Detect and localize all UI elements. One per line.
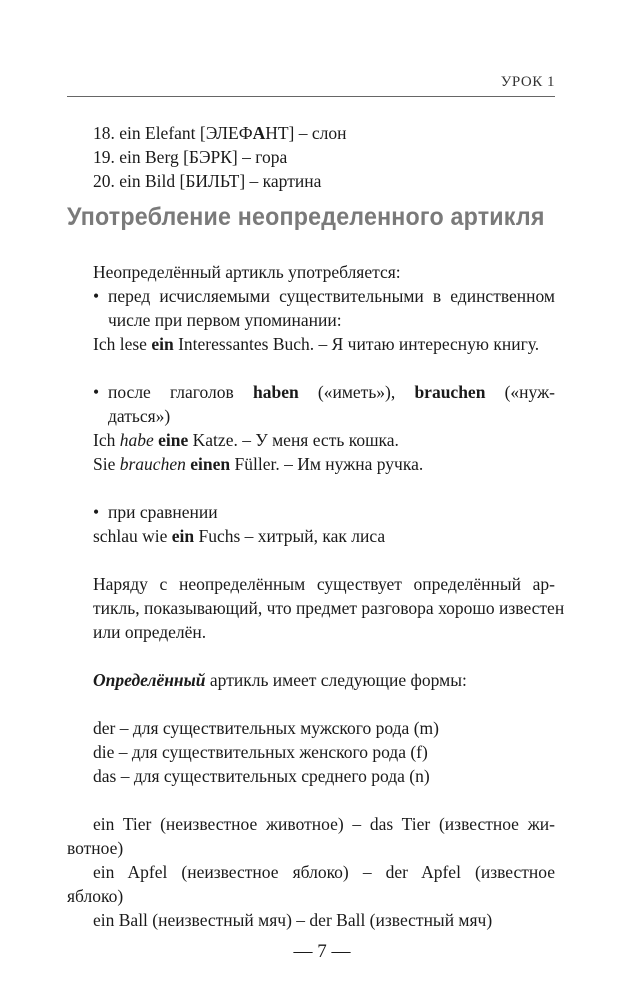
- bullet-1: • перед исчисляемыми существительными в единственном: [93, 286, 555, 306]
- article-form: die – для существительных женского рода (f): [93, 742, 428, 762]
- bullet-icon: •: [93, 286, 100, 306]
- article-form: der – для существительных мужского рода (m): [93, 718, 439, 738]
- paragraph-line: Определённый артикль имеет следующие формы:: [93, 670, 467, 690]
- example: Ich lese ein Interessantes Buch. – Я читаю интересную книгу.: [93, 334, 540, 354]
- example-line: яблоко): [67, 886, 124, 906]
- vocab-item: 18. ein Elefant [ЭЛЕФАНТ] – слон: [93, 123, 347, 143]
- paragraph-line: Наряду с неопределённым существует определённый ар-: [93, 574, 555, 594]
- paragraph-line: или определён.: [93, 622, 207, 642]
- bullet-2: • после глаголов haben («иметь»), brauchen («нуж-: [93, 382, 555, 402]
- example: Ich habe eine Katze. – У меня есть кошка.: [93, 430, 399, 450]
- section-heading: Употребление неопределенного артикля: [67, 203, 545, 231]
- example-line: ein Ball (неизвестный мяч) – der Ball (известный мяч): [93, 910, 493, 930]
- bullet-1-cont: числе при первом упоминании:: [108, 310, 342, 330]
- page-number: — 7 —: [293, 941, 351, 962]
- running-header: УРОК 1: [500, 74, 555, 90]
- bullet-icon: •: [93, 502, 100, 522]
- example-line: ein Tier (неизвестное животное) – das Tier (известное жи-: [93, 814, 555, 834]
- vocab-item: 20. ein Bild [БИЛЬТ] – картина: [93, 171, 322, 191]
- example-line: ein Apfel (неизвестное яблоко) – der Apfel (известное: [93, 862, 555, 882]
- example-line: вотное): [67, 838, 124, 858]
- bullet-3: • при сравнении: [93, 502, 218, 522]
- intro-text: Неопределённый артикль употребляется:: [93, 262, 401, 282]
- paragraph-line: тикль, показывающий, что предмет разговора хорошо известен: [93, 598, 565, 618]
- example: Sie brauchen einen Füller. – Им нужна ручка.: [93, 454, 424, 474]
- header-rule: [67, 96, 555, 97]
- article-form: das – для существительных среднего рода (n): [93, 766, 430, 786]
- example: schlau wie ein Fuchs – хитрый, как лиса: [93, 526, 386, 546]
- vocab-item: 19. ein Berg [БЭРК] – гора: [93, 147, 288, 167]
- bullet-2-cont: даться»): [108, 406, 171, 426]
- bullet-icon: •: [93, 382, 100, 402]
